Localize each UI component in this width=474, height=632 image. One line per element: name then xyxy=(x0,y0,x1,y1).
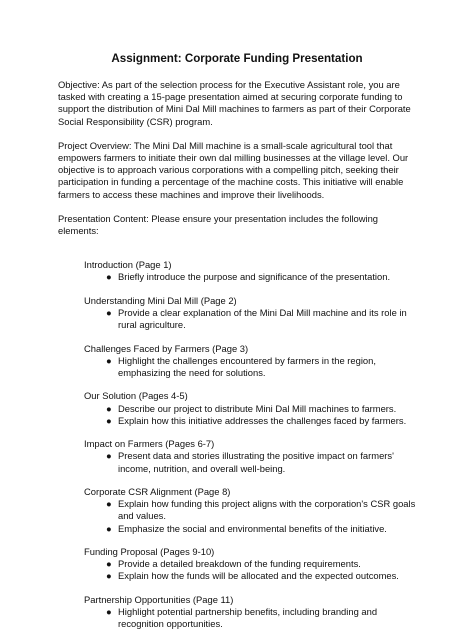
bullet-item xyxy=(103,403,416,415)
bullet-item xyxy=(103,523,416,535)
bullet-item xyxy=(103,355,416,379)
content-section xyxy=(84,594,416,631)
section-heading: Challenges Faced by Farmers (Page 3) xyxy=(84,342,249,354)
bullet-text: Emphasize the social and environmental benefits of the initiative. xyxy=(118,522,387,534)
bullet-item xyxy=(103,450,416,474)
bullet-dot-icon: ● xyxy=(106,606,112,618)
content-section xyxy=(84,390,416,427)
bullet-dot-icon: ● xyxy=(106,498,112,510)
bullet-list xyxy=(84,498,416,535)
bullet-dot-icon: ● xyxy=(106,570,112,582)
section-heading: Partnership Opportunities (Page 11) xyxy=(84,593,234,605)
bullet-dot-icon: ● xyxy=(106,558,112,570)
bullet-dot-icon: ● xyxy=(106,414,112,426)
bullet-item xyxy=(103,415,416,427)
bullet-text: Explain how funding this project aligns with the corporation's CSR goals and values. xyxy=(118,498,416,522)
content-sections xyxy=(58,259,416,630)
bullet-list xyxy=(84,307,416,331)
content-section xyxy=(84,486,416,535)
section-heading: Impact on Farmers (Pages 6-7) xyxy=(84,438,215,450)
bullet-list xyxy=(84,450,416,474)
bullet-dot-icon: ● xyxy=(106,271,112,283)
bullet-text: Provide a detailed breakdown of the funding requirements. xyxy=(118,558,361,570)
bullet-list xyxy=(84,355,416,379)
bullet-text: Explain how this initiative addresses the challenges faced by farmers. xyxy=(118,414,407,426)
bullet-text: Highlight potential partnership benefits, including branding and recognition opportunities. xyxy=(118,606,378,630)
bullet-dot-icon: ● xyxy=(106,522,112,534)
bullet-item xyxy=(103,307,416,331)
bullet-text: Highlight the challenges encountered by farmers in the region, emphasizing the need for solutions. xyxy=(118,354,376,379)
document-title: Assignment: Corporate Funding Presentation xyxy=(111,52,363,65)
bullet-item xyxy=(103,606,416,630)
bullet-dot-icon: ● xyxy=(106,402,112,414)
bullet-dot-icon: ● xyxy=(106,450,112,462)
section-heading: Introduction (Page 1) xyxy=(84,259,172,271)
content-section xyxy=(84,546,416,583)
bullet-list xyxy=(84,271,416,283)
content-section xyxy=(84,295,416,332)
bullet-dot-icon: ● xyxy=(106,354,112,366)
content-section xyxy=(84,438,416,475)
bullet-item xyxy=(103,271,416,283)
bullet-item xyxy=(103,570,416,582)
bullet-item xyxy=(103,558,416,570)
bullet-text: Briefly introduce the purpose and significance of the presentation. xyxy=(118,271,391,283)
section-heading: Funding Proposal (Pages 9-10) xyxy=(84,546,215,558)
bullet-text: Provide a clear explanation of the Mini Dal Mill machine and its role in rural agriculture. xyxy=(118,307,407,331)
section-heading: Our Solution (Pages 4-5) xyxy=(84,390,188,402)
section-heading: Understanding Mini Dal Mill (Page 2) xyxy=(84,294,237,306)
content-section xyxy=(84,259,416,283)
objective-paragraph: Objective: As part of the selection process for the Executive Assistant role, you are tasked with creating a 15-page presentation aimed at securing corporate funding to support the distribution of Mini Dal Mill machines to farmers as part of their Corporate Social Responsibility (CSR) program. xyxy=(58,79,411,127)
section-heading: Corporate CSR Alignment (Page 8) xyxy=(84,486,231,498)
bullet-text: Describe our project to distribute Mini Dal Mill machines to farmers. xyxy=(118,402,397,414)
presentation-content-paragraph: Presentation Content: Please ensure your presentation includes the following elements: xyxy=(58,212,378,237)
bullet-list xyxy=(84,403,416,427)
bullet-text: Present data and stories illustrating the positive impact on farmers' income, nutrition, and overall well-being. xyxy=(118,450,394,474)
bullet-dot-icon: ● xyxy=(106,307,112,319)
project-overview-paragraph: Project Overview: The Mini Dal Mill machine is a small-scale agricultural tool that empowers farmers to initiate their own dal milling businesses at the village level. Our objective is to approach various corporations with a compelling pitch, seeking their participation in funding a percentage of the machine costs. This initiative will enable farmers to access these machines and improve their livelihoods. xyxy=(58,139,409,200)
bullet-list xyxy=(84,558,416,582)
bullet-item xyxy=(103,498,416,522)
bullet-text: Explain how the funds will be allocated and the expected outcomes. xyxy=(118,570,399,582)
bullet-list xyxy=(84,606,416,630)
content-section xyxy=(84,343,416,380)
